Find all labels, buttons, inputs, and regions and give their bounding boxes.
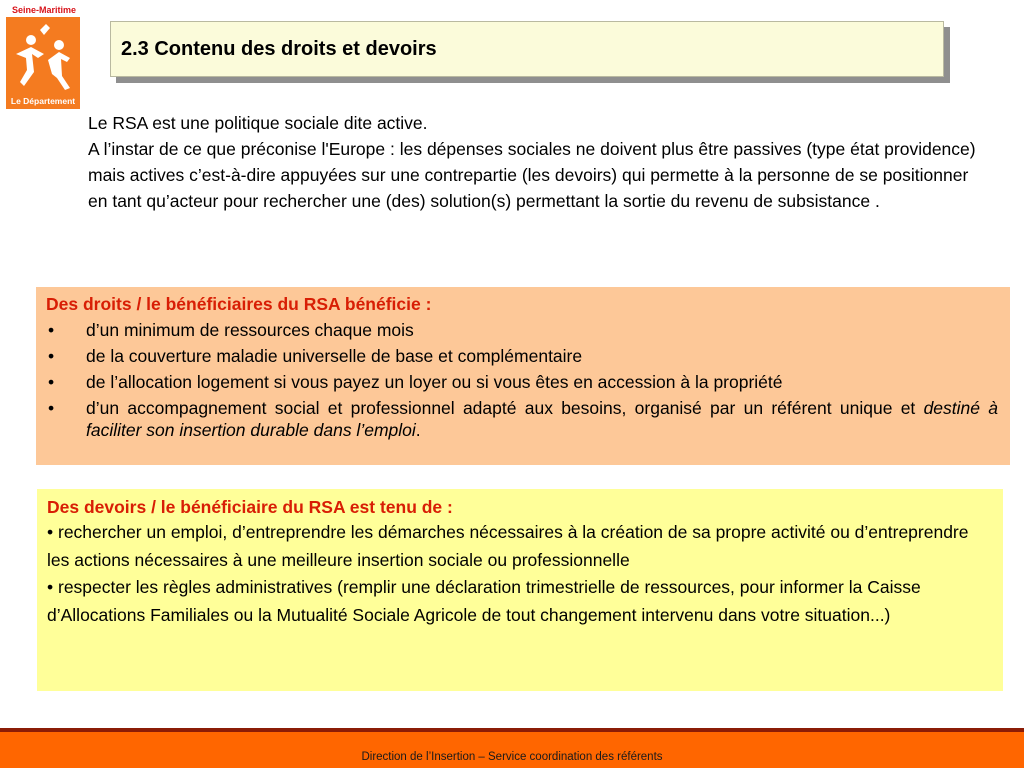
rights-item	[46, 369, 998, 395]
title-bar	[110, 21, 944, 77]
rights-item	[46, 317, 998, 343]
footer-bar	[0, 732, 1024, 768]
rights-item	[46, 343, 998, 369]
intro-line-2: A l’instar de ce que préconise l'Europe : les dépenses sociales ne doivent plus être passives (type état providence) mais actives c’est-à-dire appuyées sur une contrepartie (les devoirs) qui permette à la personne de se positionner en tant qu’acteur pour rechercher une (des) solution(s) permettant la sortie du revenu de subsistance .	[88, 139, 976, 211]
rights-item-text: de la couverture maladie universelle de base et complémentaire	[86, 346, 583, 366]
page-title: 2.3 Contenu des droits et devoirs	[121, 37, 437, 60]
rights-heading: Des droits / le bénéficiaires du RSA bénéficie :	[46, 294, 432, 314]
bullet: •	[48, 346, 55, 366]
logo-top-text: Seine-Maritime	[11, 5, 77, 15]
rights-box	[36, 287, 1010, 465]
intro-line-1: Le RSA est une politique sociale dite active.	[88, 113, 428, 133]
duties-heading: Des devoirs / le bénéficiaire du RSA est tenu de :	[47, 497, 453, 517]
rights-item-emphasis: destiné à faciliter son insertion durable dans l’emploi	[86, 398, 998, 440]
duties-item: • respecter les règles administratives (remplir une déclaration trimestrielle de ressources, pour informer la Caisse d’Allocations Familiales ou la Mutualité Sociale Agricole de tout changement intervenu dans votre situation...)	[47, 577, 921, 625]
logo-bottom-text: Le Département	[10, 96, 76, 106]
duties-item: • rechercher un emploi, d’entreprendre les démarches nécessaires à la création de sa propre activité ou d’entreprendre les actions nécessaires à une meilleure insertion sociale ou professionnelle	[47, 522, 969, 570]
rights-list	[46, 317, 998, 441]
duties-box	[37, 489, 1003, 691]
rights-item	[46, 397, 998, 441]
footer-text: Direction de l’Insertion – Service coordination des référents	[361, 751, 663, 763]
bullet: •	[48, 372, 55, 392]
rights-item-text: d’un minimum de ressources chaque mois	[86, 320, 414, 340]
seine-maritime-logo	[4, 2, 84, 112]
bullet: •	[48, 398, 55, 418]
bullet: •	[48, 320, 55, 340]
intro-text	[88, 110, 988, 214]
rights-item-suffix: .	[415, 420, 421, 440]
rights-item-text: d’un accompagnement social et professionnel adapté aux besoins, organisé par un référent unique et	[86, 398, 924, 418]
rights-item-text: de l’allocation logement si vous payez un loyer ou si vous êtes en accession à la propriété	[86, 372, 783, 392]
